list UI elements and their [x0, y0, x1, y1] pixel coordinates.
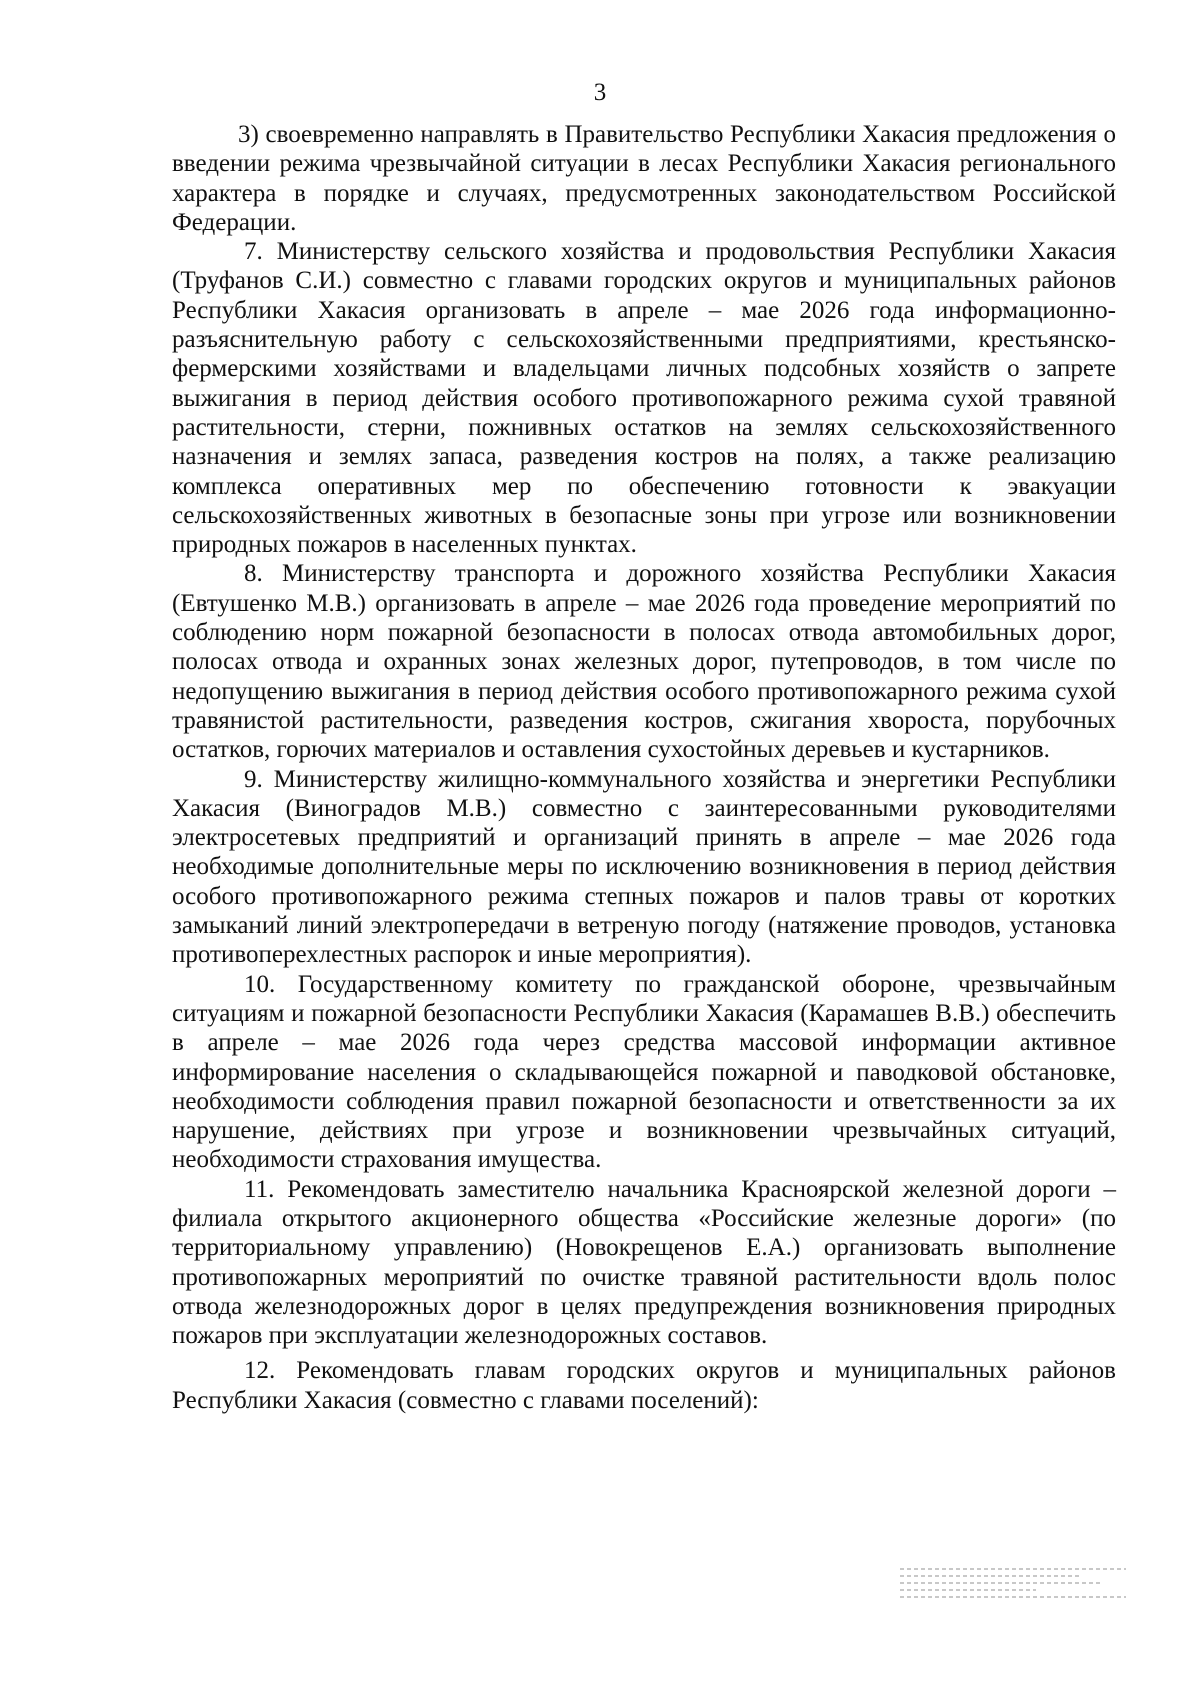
page-number: 3 [593, 79, 607, 106]
electronic-signature-stamp [900, 1563, 1126, 1651]
paragraph-6-3: 3) своевременно направлять в Правительство Республики Хакасия предложения о введении режима чрезвычайной ситуации в лесах Республики Хакасия регионального характера в порядке и случаях, предусмотренных законодательством Российской Федерации. [172, 121, 1116, 236]
paragraph-12: 12. Рекомендовать главам городских округов и муниципальных районов Республики Хакасия (совместно с главами поселений): [172, 1357, 1116, 1414]
paragraph-9: 9. Министерству жилищно-коммунального хозяйства и энергетики Республики Хакасия (Виноградов М.В.) совместно с заинтересованными руководителями электросетевых предприятий и организаций принять в апреле – мае 2026 года необходимые дополнительные меры по исключению возникновения в период действия особого противопожарного режима степных пожаров и палов травы от коротких замыканий линий электропередачи в ветреную погоду (натяжение проводов, установка противоперехлестных распорок и иные мероприятия). [172, 765, 1116, 969]
paragraph-7: 7. Министерству сельского хозяйства и продовольствия Республики Хакасия (Труфанов С.И.) совместно с главами городских округов и муниципальных районов Республики Хакасия организовать в апреле – мае 2026 года информационно-разъяснительную работу с сельскохозяйственными предприятиями, крестьянско-фермерскими хозяйствами и владельцами личных подсобных хозяйств о запрете выжигания в период действия особого противопожарного режима сухой травяной растительности, стерни, пожнивных остатков на землях сельскохозяйственного назначения и землях запаса, разведения костров на полях, а также реализацию комплекса оперативных мер по обеспечению готовности к эвакуации сельскохозяйственных животных в безопасные зоны при угрозе или возникновении природных пожаров в населенных пунктах. [172, 238, 1116, 559]
paragraph-10: 10. Государственному комитету по гражданской обороне, чрезвычайным ситуациям и пожарной безопасности Республики Хакасия (Карамашев В.В.) обеспечить в апреле – мае 2026 года через средства массовой информации активное информирование населения о складывающейся пожарной и паводковой обстановке, необходимости соблюдения правил пожарной безопасности и ответственности за их нарушение, действиях при угрозе и возникновении чрезвычайных ситуаций, необходимости страхования имущества. [172, 970, 1116, 1174]
document-body [172, 120, 1116, 1415]
paragraph-8: 8. Министерству транспорта и дорожного хозяйства Республики Хакасия (Евтушенко М.В.) организовать в апреле – мае 2026 года проведение мероприятий по соблюдению норм пожарной безопасности в полосах отвода автомобильных дорог, полосах отвода и охранных зонах железных дорог, путепроводов, в том числе по недопущению выжигания в период действия особого противопожарного режима сухой травянистой растительности, разведения костров, сжигания хвороста, порубочных остатков, горючих материалов и оставления сухостойных деревьев и кустарников. [172, 560, 1116, 764]
paragraph-11: 11. Рекомендовать заместителю начальника Красноярской железной дороги – филиала открытого акционерного общества «Российские железные дороги» (по территориальному управлению) (Новокрещенов Е.А.) организовать выполнение противопожарных мероприятий по очистке травяной растительности вдоль полос отвода железнодорожных дорог в целях предупреждения возникновения природных пожаров при эксплуатации железнодорожных составов. [172, 1175, 1116, 1350]
